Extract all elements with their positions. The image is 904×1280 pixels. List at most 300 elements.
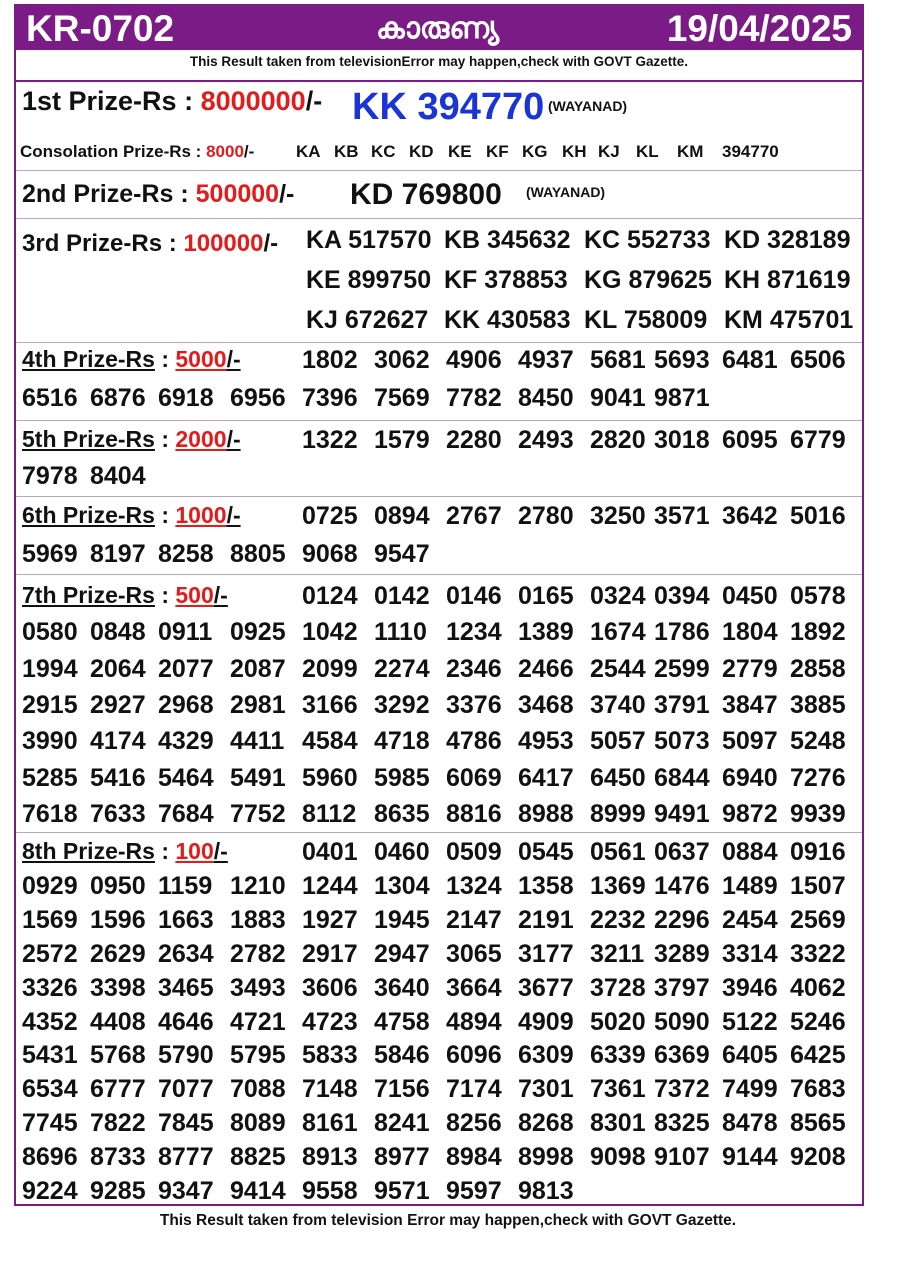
winning-number: 4937 (518, 346, 574, 374)
winning-number: 6096 (446, 1041, 502, 1070)
consolation-series-code: KH (562, 142, 587, 161)
divider (16, 80, 862, 82)
winning-number: 7396 (302, 384, 358, 412)
winning-number: 1883 (230, 905, 286, 934)
winning-number: 3018 (654, 426, 710, 454)
winning-number: 0509 (446, 838, 502, 866)
winning-number: 0401 (302, 838, 358, 866)
divider (16, 574, 862, 575)
third-prize-ticket: KG 879625 (584, 266, 712, 294)
winning-number: 1489 (722, 871, 778, 900)
prize-label-text: 6th Prize-Rs (22, 502, 155, 528)
winning-number: 2858 (790, 654, 846, 683)
winning-number: 3326 (22, 973, 78, 1002)
winning-number: 5969 (22, 540, 78, 568)
winning-number: 0561 (590, 838, 646, 866)
third-prize-ticket: KB 345632 (444, 226, 571, 254)
winning-number: 5122 (722, 1007, 778, 1036)
consolation-series-code: KC (371, 142, 396, 161)
winning-number: 3740 (590, 690, 646, 719)
winning-number: 0925 (230, 618, 286, 647)
winning-number: 7499 (722, 1075, 778, 1104)
winning-number: 0578 (790, 582, 846, 610)
winning-number: 9871 (654, 384, 710, 412)
winning-number: 7633 (90, 799, 146, 828)
winning-number: 2599 (654, 654, 710, 683)
winning-number: 8112 (302, 799, 357, 828)
winning-number: 5790 (158, 1041, 214, 1070)
winning-number: 8404 (90, 462, 146, 490)
winning-number: 6369 (654, 1041, 710, 1070)
winning-number: 0911 (158, 618, 213, 647)
consolation-series-code: KB (334, 142, 359, 161)
prize-label-separator: : (154, 426, 176, 452)
winning-number: 0848 (90, 618, 146, 647)
second-prize-place: (WAYANAD) (526, 184, 606, 200)
third-prize-ticket: KL 758009 (584, 306, 708, 334)
winning-number: 9597 (446, 1177, 502, 1205)
winning-number: 1210 (230, 871, 286, 900)
prize-label-4th (22, 346, 241, 373)
consolation-series-code: KD (409, 142, 434, 161)
winning-number: 4758 (374, 1007, 430, 1036)
prize-label-5th (22, 426, 241, 453)
winning-number: 2917 (302, 939, 358, 968)
winning-number: 6534 (22, 1075, 78, 1104)
winning-number: 3885 (790, 690, 846, 719)
winning-number: 3571 (654, 502, 710, 530)
winning-number: 5464 (158, 763, 214, 792)
winning-number: 3322 (790, 939, 846, 968)
winning-number: 2087 (230, 654, 286, 683)
winning-number: 5020 (590, 1007, 646, 1036)
prize-amount: 2000 (175, 426, 227, 452)
winning-number: 1927 (302, 905, 358, 934)
winning-number: 3065 (446, 939, 502, 968)
divider (16, 170, 862, 171)
second-prize-amount: 500000 (195, 180, 280, 208)
winning-number: 3791 (654, 690, 710, 719)
winning-number: 5681 (590, 346, 646, 374)
winning-number: 6506 (790, 346, 846, 374)
prize-label-text: 4th Prize-Rs (22, 346, 155, 372)
winning-number: 9107 (654, 1143, 710, 1172)
winning-number: 2346 (446, 654, 502, 683)
divider (16, 496, 862, 497)
winning-number: 2780 (518, 502, 574, 530)
first-prize-number: KK 394770 (352, 86, 545, 128)
prize-label-text: 5th Prize-Rs (22, 426, 155, 452)
winning-number: 2629 (90, 939, 146, 968)
winning-number: 5248 (790, 727, 846, 756)
winning-number: 6516 (22, 384, 78, 412)
winning-number: 8988 (518, 799, 574, 828)
winning-number: 4352 (22, 1007, 78, 1036)
winning-number: 1304 (374, 871, 430, 900)
consolation-prize-label: Consolation Prize-Rs : 8000/- (20, 142, 255, 161)
winning-number: 3728 (590, 973, 646, 1002)
winning-number: 2466 (518, 654, 574, 683)
winning-number: 2296 (654, 905, 710, 934)
winning-number: 2544 (590, 654, 646, 683)
winning-number: 7745 (22, 1109, 78, 1138)
winning-number: 7276 (790, 763, 846, 792)
winning-number: 5846 (374, 1041, 430, 1070)
winning-number: 9872 (722, 799, 778, 828)
draw-date: 19/04/2025 (666, 8, 852, 49)
winning-number: 4906 (446, 346, 502, 374)
third-prize-ticket: KH 871619 (724, 266, 851, 294)
winning-number: 3847 (722, 690, 778, 719)
prize-label-text: 7th Prize-Rs (22, 582, 155, 608)
winning-number: 6095 (722, 426, 778, 454)
winning-number: 3642 (722, 502, 778, 530)
winning-number: 2767 (446, 502, 502, 530)
prize-label-separator: : (154, 502, 176, 528)
winning-number: 3292 (374, 690, 430, 719)
winning-number: 3990 (22, 727, 78, 756)
winning-number: 3166 (302, 690, 358, 719)
winning-number: 9224 (22, 1177, 78, 1205)
divider (16, 218, 862, 219)
winning-number: 9208 (790, 1143, 846, 1172)
winning-number: 0460 (374, 838, 430, 866)
winning-number: 1507 (790, 871, 846, 900)
winning-number: 1802 (302, 346, 358, 374)
winning-number: 2820 (590, 426, 646, 454)
winning-number: 9347 (158, 1177, 214, 1205)
winning-number: 0725 (302, 502, 358, 530)
winning-number: 3797 (654, 973, 710, 1002)
winning-number: 5795 (230, 1041, 286, 1070)
winning-number: 2572 (22, 939, 78, 968)
winning-number: 7088 (230, 1075, 286, 1104)
consolation-series-code: KM (677, 142, 704, 161)
winning-number: 5246 (790, 1007, 846, 1036)
winning-number: 5285 (22, 763, 78, 792)
winning-number: 2634 (158, 939, 214, 968)
winning-number: 5090 (654, 1007, 710, 1036)
winning-number: 1234 (446, 618, 502, 647)
winning-number: 6450 (590, 763, 646, 792)
first-prize-label: 1st Prize-Rs : 8000000/- (22, 86, 323, 116)
winning-number: 2280 (446, 426, 502, 454)
winning-number: 1945 (374, 905, 430, 934)
winning-number: 0165 (518, 582, 574, 610)
winning-number: 6481 (722, 346, 778, 374)
winning-number: 1663 (158, 905, 214, 934)
winning-number: 5431 (22, 1041, 78, 1070)
divider (16, 342, 862, 343)
winning-number: 5960 (302, 763, 358, 792)
winning-number: 1159 (158, 871, 213, 900)
third-prize-label: 3rd Prize-Rs : 100000/- (22, 230, 279, 257)
consolation-number: 394770 (722, 142, 779, 161)
winning-number: 1892 (790, 618, 846, 647)
winning-number: 3062 (374, 346, 430, 374)
winning-number: 1994 (22, 654, 78, 683)
divider (16, 420, 862, 421)
winning-number: 1389 (518, 618, 574, 647)
winning-number: 9558 (302, 1177, 358, 1205)
consolation-series-code: KE (448, 142, 472, 161)
winning-number: 6339 (590, 1041, 646, 1070)
winning-number: 6918 (158, 384, 214, 412)
winning-number: 9068 (302, 540, 358, 568)
winning-number: 5833 (302, 1041, 358, 1070)
second-prize-label: 2nd Prize-Rs : 500000/- (22, 180, 295, 208)
winning-number: 6844 (654, 763, 710, 792)
winning-number: 2569 (790, 905, 846, 934)
winning-number: 2947 (374, 939, 430, 968)
winning-number: 2232 (590, 905, 646, 934)
second-prize-number: KD 769800 (350, 178, 502, 211)
winning-number: 4723 (302, 1007, 358, 1036)
winning-number: 4329 (158, 727, 214, 756)
winning-number: 8825 (230, 1143, 286, 1172)
consolation-series-code: KJ (598, 142, 620, 161)
winning-number: 9939 (790, 799, 846, 828)
winning-number: 8733 (90, 1143, 146, 1172)
prize-amount: 5000 (175, 346, 227, 372)
winning-number: 8777 (158, 1143, 214, 1172)
winning-number: 0124 (302, 582, 358, 610)
winning-number: 6940 (722, 763, 778, 792)
winning-number: 2099 (302, 654, 358, 683)
winning-number: 2915 (22, 690, 78, 719)
winning-number: 5491 (230, 763, 286, 792)
winning-number: 2968 (158, 690, 214, 719)
third-prize-ticket: KD 328189 (724, 226, 851, 254)
winning-number: 9285 (90, 1177, 146, 1205)
winning-number: 5057 (590, 727, 646, 756)
winning-number: 8241 (374, 1109, 430, 1138)
third-prize-ticket: KA 517570 (306, 226, 432, 254)
divider (16, 832, 862, 833)
winning-number: 7301 (518, 1075, 574, 1104)
winning-number: 4062 (790, 973, 846, 1002)
winning-number: 4718 (374, 727, 430, 756)
winning-number: 7361 (590, 1075, 646, 1104)
prize-label-7th (22, 582, 228, 609)
winning-number: 8913 (302, 1143, 358, 1172)
winning-number: 0324 (590, 582, 646, 610)
winning-number: 8450 (518, 384, 574, 412)
prize-suffix: /- (213, 582, 228, 608)
third-prize-ticket: KJ 672627 (306, 306, 429, 334)
winning-number: 6417 (518, 763, 574, 792)
winning-number: 3677 (518, 973, 574, 1002)
consolation-series-code: KG (522, 142, 548, 161)
winning-number: 9041 (590, 384, 646, 412)
prize-label-separator: : (154, 346, 176, 372)
winning-number: 1804 (722, 618, 778, 647)
winning-number: 0545 (518, 838, 574, 866)
winning-number: 3398 (90, 973, 146, 1002)
winning-number: 0929 (22, 871, 78, 900)
winning-number: 4953 (518, 727, 574, 756)
prize-label-8th (22, 838, 228, 865)
header-bar (16, 6, 862, 50)
prize-amount: 1000 (175, 502, 227, 528)
winning-number: 8478 (722, 1109, 778, 1138)
third-prize-ticket: KK 430583 (444, 306, 571, 334)
winning-number: 4408 (90, 1007, 146, 1036)
winning-number: 1369 (590, 871, 646, 900)
prize-suffix: /- (226, 426, 241, 452)
winning-number: 3946 (722, 973, 778, 1002)
winning-number: 9571 (374, 1177, 430, 1205)
winning-number: 0916 (790, 838, 846, 866)
winning-number: 2077 (158, 654, 214, 683)
third-prize-amount: 100000 (183, 230, 264, 257)
winning-number: 0142 (374, 582, 430, 610)
winning-number: 6405 (722, 1041, 778, 1070)
winning-number: 6069 (446, 763, 502, 792)
winning-number: 1596 (90, 905, 146, 934)
prize-suffix: /- (226, 502, 241, 528)
prize-suffix: /- (226, 346, 241, 372)
winning-number: 9491 (654, 799, 710, 828)
winning-number: 7782 (446, 384, 502, 412)
winning-number: 1358 (518, 871, 574, 900)
winning-number: 5985 (374, 763, 430, 792)
disclaimer-top: This Result taken from televisionError may happen,check with GOVT Gazette. (189, 54, 689, 69)
winning-number: 8999 (590, 799, 646, 828)
winning-number: 8565 (790, 1109, 846, 1138)
first-prize-amount: 8000000 (200, 86, 306, 116)
consolation-amount: 8000 (206, 142, 244, 161)
winning-number: 7978 (22, 462, 78, 490)
winning-number: 3640 (374, 973, 430, 1002)
winning-number: 3177 (518, 939, 574, 968)
winning-number: 8635 (374, 799, 430, 828)
winning-number: 3606 (302, 973, 358, 1002)
winning-number: 1569 (22, 905, 78, 934)
winning-number: 1110 (374, 618, 427, 647)
prize-suffix: /- (213, 838, 228, 864)
winning-number: 4786 (446, 727, 502, 756)
consolation-series-code: KF (486, 142, 509, 161)
winning-number: 1324 (446, 871, 502, 900)
winning-number: 5097 (722, 727, 778, 756)
winning-number: 5693 (654, 346, 710, 374)
winning-number: 8696 (22, 1143, 78, 1172)
winning-number: 7684 (158, 799, 214, 828)
winning-number: 9414 (230, 1177, 286, 1205)
winning-number: 3289 (654, 939, 710, 968)
winning-number: 8268 (518, 1109, 574, 1138)
winning-number: 7845 (158, 1109, 214, 1138)
winning-number: 8161 (302, 1109, 358, 1138)
winning-number: 0950 (90, 871, 146, 900)
winning-number: 3376 (446, 690, 502, 719)
disclaimer-bottom: This Result taken from television Error may happen,check with GOVT Gazette. (159, 1212, 737, 1229)
winning-number: 9098 (590, 1143, 646, 1172)
winning-number: 8325 (654, 1109, 710, 1138)
winning-number: 0894 (374, 502, 430, 530)
winning-number: 8197 (90, 540, 146, 568)
winning-number: 4584 (302, 727, 358, 756)
prize-label-text: 8th Prize-Rs (22, 838, 155, 864)
winning-number: 3493 (230, 973, 286, 1002)
winning-number: 8258 (158, 540, 214, 568)
winning-number: 3314 (722, 939, 778, 968)
winning-number: 1322 (302, 426, 358, 454)
winning-number: 9813 (518, 1177, 574, 1205)
winning-number: 0146 (446, 582, 502, 610)
prize-label-separator: : (154, 838, 176, 864)
winning-number: 2191 (518, 905, 574, 934)
winning-number: 7077 (158, 1075, 214, 1104)
winning-number: 9547 (374, 540, 430, 568)
third-prize-ticket: KF 378853 (444, 266, 568, 294)
winning-number: 3465 (158, 973, 214, 1002)
winning-number: 5016 (790, 502, 846, 530)
consolation-series-code: KA (296, 142, 321, 161)
first-prize-place: (WAYANAD) (548, 98, 628, 114)
consolation-series-code: KL (636, 142, 659, 161)
winning-number: 2927 (90, 690, 146, 719)
draw-code: KR-0702 (26, 8, 175, 49)
winning-number: 4174 (90, 727, 146, 756)
winning-number: 9144 (722, 1143, 778, 1172)
winning-number: 0884 (722, 838, 778, 866)
winning-number: 2274 (374, 654, 430, 683)
winning-number: 1579 (374, 426, 430, 454)
winning-number: 5768 (90, 1041, 146, 1070)
winning-number: 6779 (790, 426, 846, 454)
winning-number: 1674 (590, 618, 646, 647)
winning-number: 8256 (446, 1109, 502, 1138)
result-sheet (14, 4, 864, 1206)
winning-number: 5416 (90, 763, 146, 792)
winning-number: 6956 (230, 384, 286, 412)
winning-number: 8998 (518, 1143, 574, 1172)
winning-number: 2064 (90, 654, 146, 683)
prize-amount: 500 (175, 582, 214, 608)
winning-number: 1476 (654, 871, 710, 900)
third-prize-ticket: KC 552733 (584, 226, 711, 254)
winning-number: 3211 (590, 939, 645, 968)
winning-number: 8977 (374, 1143, 430, 1172)
winning-number: 4894 (446, 1007, 502, 1036)
winning-number: 7174 (446, 1075, 502, 1104)
winning-number: 6425 (790, 1041, 846, 1070)
winning-number: 1042 (302, 618, 358, 647)
third-prize-ticket: KE 899750 (306, 266, 432, 294)
winning-number: 8301 (590, 1109, 646, 1138)
winning-number: 8089 (230, 1109, 286, 1138)
winning-number: 1244 (302, 871, 358, 900)
winning-number: 6777 (90, 1075, 146, 1104)
winning-number: 4909 (518, 1007, 574, 1036)
winning-number: 1786 (654, 618, 710, 647)
winning-number: 8984 (446, 1143, 502, 1172)
winning-number: 3664 (446, 973, 502, 1002)
winning-number: 4721 (230, 1007, 286, 1036)
winning-number: 8805 (230, 540, 286, 568)
winning-number: 7372 (654, 1075, 710, 1104)
winning-number: 7822 (90, 1109, 146, 1138)
winning-number: 7683 (790, 1075, 846, 1104)
prize-label-separator: : (154, 582, 176, 608)
winning-number: 0637 (654, 838, 710, 866)
winning-number: 2493 (518, 426, 574, 454)
winning-number: 7569 (374, 384, 430, 412)
prize-label-6th (22, 502, 241, 529)
winning-number: 4646 (158, 1007, 214, 1036)
